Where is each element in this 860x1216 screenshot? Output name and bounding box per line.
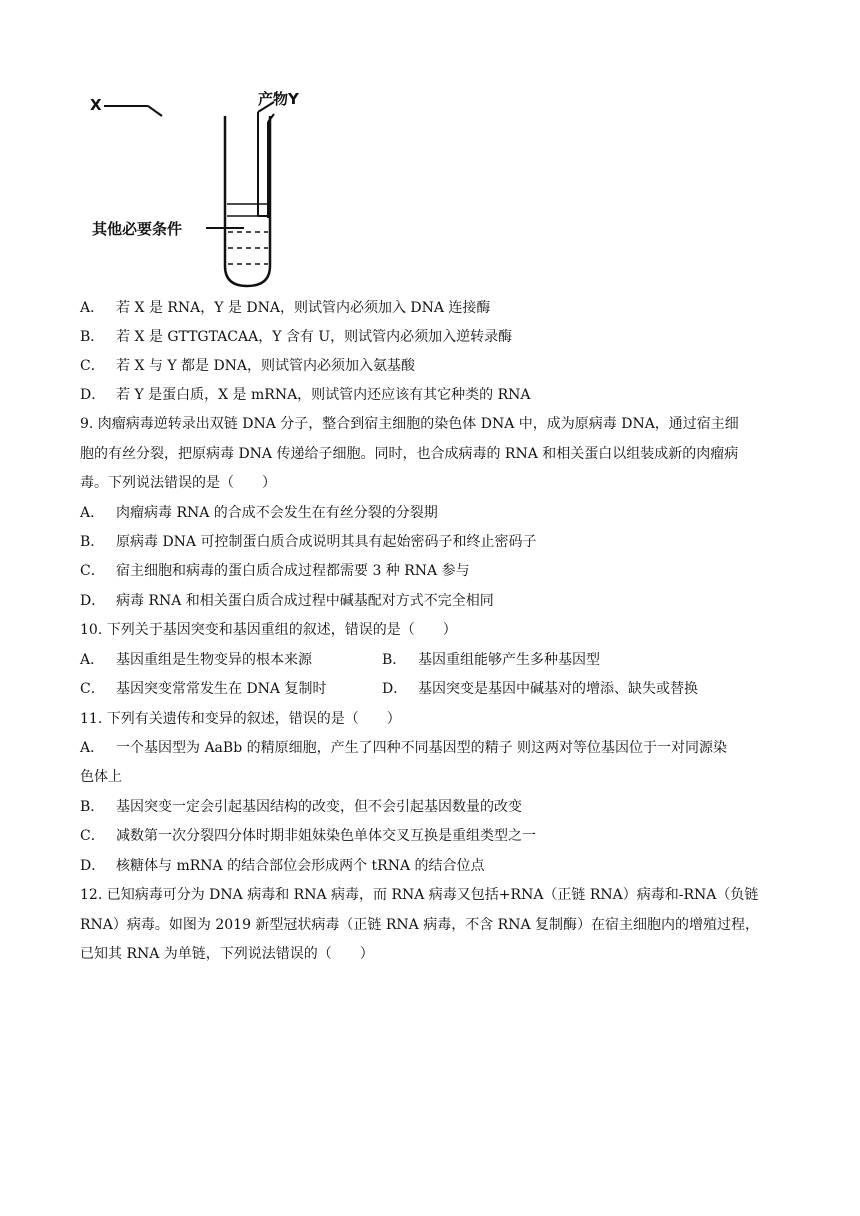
figure-label-x: X <box>90 96 102 114</box>
option-text: 原病毒 DNA 可控制蛋白质合成说明其具有起始密码子和终止密码子 <box>116 534 537 550</box>
q11-option-a <box>80 738 840 758</box>
test-tube-figure <box>82 86 322 292</box>
q9-stem-line-2: 胞的有丝分裂，把原病毒 DNA 传递给子细胞。同时，也合成病毒的 RNA 和相关蛋白以组装成新的肉瘤病 <box>80 446 739 462</box>
option-text: 减数第一次分裂四分体时期非姐妹染色单体交叉互换是重组类型之一 <box>116 828 536 844</box>
option-text: 若 X 是 RNA，Y 是 DNA，则试管内必须加入 DNA 连接酶 <box>116 300 491 316</box>
option-text: 核糖体与 mRNA 的结合部位会形成两个 tRNA 的结合位点 <box>116 858 485 874</box>
q9-option-c <box>80 561 840 581</box>
q11-option-d <box>80 856 840 876</box>
q9-option-a <box>80 503 840 523</box>
option-letter: A． <box>80 652 105 668</box>
option-letter: B． <box>80 534 105 550</box>
option-letter: D． <box>80 593 106 609</box>
q8-option-b <box>80 327 840 347</box>
q10-option-d <box>382 679 698 699</box>
option-text: 基因突变常常发生在 DNA 复制时 <box>116 681 327 697</box>
q12-stem-line-2: RNA）病毒。如图为 2019 新型冠状病毒（正链 RNA 病毒，不含 RNA 复制酶）在宿主细胞内的增殖过程， <box>80 917 760 933</box>
option-text: 宿主细胞和病毒的蛋白质合成过程都需要 3 种 RNA 参与 <box>116 563 470 579</box>
option-letter: D． <box>80 858 106 874</box>
q9-option-b <box>80 532 840 552</box>
q9-stem-line-1: 9. 肉瘤病毒逆转录出双链 DNA 分子，整合到宿主细胞的染色体 DNA 中，成为原病毒 DNA，通过宿主细 <box>80 416 739 432</box>
option-letter: B． <box>80 799 105 815</box>
option-text: 病毒 RNA 和相关蛋白质合成过程中碱基配对方式不完全相同 <box>116 593 494 609</box>
figure-label-product-y: 产物Y <box>258 90 299 108</box>
option-letter: C． <box>80 563 105 579</box>
q11-option-c <box>80 826 840 846</box>
q8-option-c <box>80 356 840 376</box>
q11-option-a-continued: 色体上 <box>80 769 122 785</box>
figure-label-conditions: 其他必要条件 <box>92 220 183 238</box>
option-letter: C． <box>80 828 105 844</box>
option-letter: B． <box>80 329 105 345</box>
q10-option-b <box>382 650 600 670</box>
option-text: 若 X 与 Y 都是 DNA，则试管内必须加入氨基酸 <box>116 358 416 374</box>
q9-option-d <box>80 591 840 611</box>
option-text: 肉瘤病毒 RNA 的合成不会发生在有丝分裂的分裂期 <box>116 505 438 521</box>
option-letter: C． <box>80 681 105 697</box>
option-letter: D． <box>80 387 106 403</box>
q10-stem: 10. 下列关于基因突变和基因重组的叙述，错误的是（ ） <box>80 622 457 638</box>
option-text: 基因突变是基因中碱基对的增添、缺失或替换 <box>418 681 698 697</box>
q8-option-d <box>80 385 840 405</box>
option-letter: A． <box>80 740 105 756</box>
option-text: 若 Y 是蛋白质，X 是 mRNA，则试管内还应该有其它种类的 RNA <box>116 387 531 403</box>
option-text: 若 X 是 GTTGTACAA，Y 含有 U，则试管内必须加入逆转录酶 <box>116 329 513 345</box>
option-text: 基因重组是生物变异的根本来源 <box>116 652 312 668</box>
q12-stem-line-1: 12. 已知病毒可分为 DNA 病毒和 RNA 病毒，而 RNA 病毒又包括+RNA（正链 RNA）病毒和-RNA（负链 <box>80 887 759 903</box>
q10-options-row-2 <box>80 679 840 699</box>
q11-stem: 11. 下列有关遗传和变异的叙述，错误的是（ ） <box>80 711 401 727</box>
q10-options-row-1 <box>80 650 840 670</box>
option-letter: A． <box>80 505 105 521</box>
test-tube-diagram <box>82 86 322 292</box>
option-letter: A． <box>80 300 105 316</box>
option-letter: C． <box>80 358 105 374</box>
q8-option-a <box>80 298 840 318</box>
option-letter: B． <box>382 652 407 668</box>
q12-stem-line-3: 已知其 RNA 为单链，下列说法错误的（ ） <box>80 946 374 962</box>
option-text: 基因重组能够产生多种基因型 <box>418 652 600 668</box>
q11-option-b <box>80 797 840 817</box>
option-letter: D． <box>382 681 408 697</box>
option-text: 一个基因型为 AaBb 的精原细胞，产生了四种不同基因型的精子 则这两对等位基因位于一对同源染 <box>116 740 728 756</box>
option-text: 基因突变一定会引起基因结构的改变，但不会引起基因数量的改变 <box>116 799 522 815</box>
q9-stem-line-3: 毒。下列说法错误的是（ ） <box>80 475 276 491</box>
